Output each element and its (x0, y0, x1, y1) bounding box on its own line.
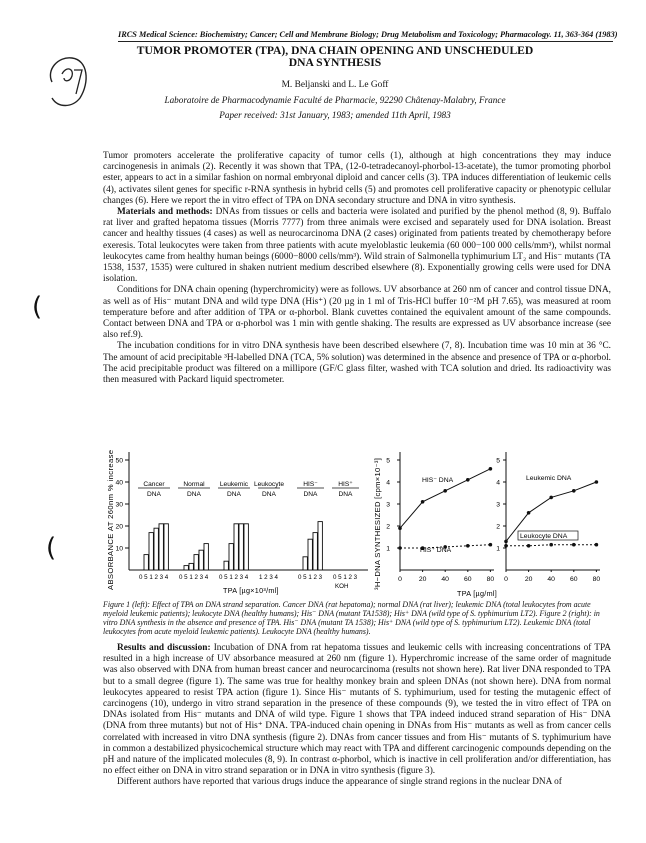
figure-1-bar (204, 544, 208, 570)
figure-2-y-tick-label: 5 (386, 457, 390, 465)
figure-1-chart (103, 440, 378, 600)
figure-1-y-tick-label: 30 (115, 501, 123, 509)
figure-2-data-point (595, 480, 599, 484)
figure-1-x-tick-labels: 0 5 1 2 3 (333, 574, 358, 581)
header-rule (118, 41, 613, 42)
figure-2-y-tick-label: 5 (496, 457, 500, 465)
methods-heading: Materials and methods: (117, 207, 213, 218)
figure-1-bar (194, 555, 198, 570)
title-line-1: TUMOR PROMOTER (TPA), DNA CHAIN OPENING AND UNSCHEDULED (136, 44, 534, 57)
paragraph-conditions: Conditions for DNA chain opening (hyperchromicity) were as follows. UV absorbance at 260 nm of cancer and control tissue DNA, as well as of His⁻ mutant DNA and wild type DNA (His⁺) (20 µg in 1 ml of Tris-HCl buffer 10⁻²M pH 7.65), was measured at room temperature before and after addition of TPA or α-phorbol. Blank cuvettes contained the equivalent amount of the same compounds. Contact between DNA and TPA or α-phorbol was 1 min with gentle shaking. The results are expressed as UV absorbance increase (see also ref.9). (103, 285, 611, 341)
figure-2-series-label: HIS⁺ DNA (420, 547, 452, 554)
figure-1-group-label: Leukocyte (253, 481, 285, 488)
figure-2-data-point (421, 500, 425, 504)
figure-2-y-tick-label: 2 (386, 523, 390, 531)
figure-2-y-tick-label: 1 (496, 545, 500, 553)
figure-2-data-point (572, 489, 576, 493)
figure-2-data-point (398, 546, 402, 550)
figure-1-bar (199, 550, 203, 570)
article-title (95, 45, 575, 69)
figure-1-bar (154, 528, 158, 570)
figure-1-group-sublabel: DNA (338, 491, 353, 498)
title-line-2: DNA SYNTHESIS (288, 56, 382, 69)
paragraph-intro: Tumor promoters accelerate the proliferative capacity of tumor cells (1), although at high concentrations they may induce carcinogenesis in animals (2). Recently it was shown that TPA, (12-0-tetradecanoyl-phorbol-13-acetate), the tumor promoting phorbol ester, appears to act in a similar fashion on normal embryonal diploid and cancer cells (3). TPA induces differentiation of leukemic cells (4), activates silent genes for specific r-RNA synthesis in hybrid cells (5) and promotes cell proliferative capacity or phenotypic cellular changes (6). Here we report the in vitro effect of TPA on DNA secondary structure and DNA in vitro synthesis. (103, 151, 611, 206)
figure-1-bar (239, 524, 243, 570)
received-date: Paper received: 31st January, 1983; amended 11th April, 1983 (219, 110, 451, 120)
figure-1-group-label: Normal (183, 481, 205, 488)
figure-2-data-point (489, 467, 493, 471)
figure-2-data-point (504, 540, 508, 544)
figure-1-y-tick-label: 10 (115, 545, 123, 553)
figure-1-group-sublabel: DNA (303, 491, 318, 498)
figure-2-chart (372, 440, 622, 600)
figure-1-y-axis-label: ABSORBANCE AT 260nm % increase (106, 449, 115, 590)
paragraph-final: Different authors have reported that various drugs induce the appearance of single strand regions in the nuclear DNA of (117, 777, 562, 788)
authors: M. Beljanski and L. Le Goff (281, 80, 389, 90)
figure-2-x-tick-label: 80 (486, 576, 495, 583)
figure-2-data-point (549, 543, 553, 547)
figure-1-x-tick-labels: 0 5 1 2 3 4 (219, 574, 249, 581)
figure-1-group-sublabel: DNA (227, 491, 241, 498)
figure-2-data-point (549, 496, 553, 500)
figure-1-bar (318, 522, 322, 570)
figure-2-series-label: Leukemic DNA (526, 475, 572, 482)
figure-2-x-tick-label: 40 (441, 576, 449, 583)
figure-1-group-sublabel: DNA (187, 491, 201, 498)
journal-header: IRCS Medical Science: Biochemistry; Cancer; Cell and Membrane Biology; Drug Metabolism and Toxicology; Pharmacology. 11, 363-364 (1983) (118, 30, 618, 39)
figure-1-x-tick-labels: 0 5 1 2 3 4 (179, 574, 209, 581)
figure-2-x-tick-label: 60 (570, 576, 578, 583)
figure-2-series-label: HIS⁻ DNA (422, 477, 454, 484)
figure-2-x-axis-label: TPA [µg/ml] (457, 589, 498, 598)
figure-1-bar (189, 563, 193, 570)
figure-1-x-tick-labels: 0 5 1 2 3 4 (139, 574, 169, 581)
body-top (103, 151, 611, 386)
figure-1-group-label: HIS⁺ (338, 481, 353, 488)
figure-caption: Figure 1 (left): Effect of TPA on DNA strand separation. Cancer DNA (rat hepatoma); normal DNA (rat liver); leukemic DNA (total leukocytes from acute myeloid leukemic patients); leukocyte DNA (healthy humans); His⁻ DNA (mutant TA1538); His⁺ DNA (wild type of S. typhimurium LT2). Figure 2 (right): in vitro DNA synthesis in the absence and presence of TPA. His⁻ DNA (mutant TA 1538); His⁺ DNA (wild type of S. typhimurium LT2). Leukemic DNA (total leukocytes from acute myeloid leukemic patients). Leukocyte DNA (healthy humans). (103, 600, 600, 636)
figure-1-x-tick-labels: 0 5 1 2 3 (298, 574, 323, 581)
figure-1-bar (144, 555, 148, 570)
figure-2-data-point (595, 543, 599, 547)
figure-2-data-point (398, 526, 402, 530)
figure-2-data-point (527, 544, 531, 548)
figure-2-data-point (443, 489, 447, 493)
figure-1-group-label: Cancer (143, 481, 165, 488)
figure-1-x-tick-labels: 1 2 3 4 (259, 574, 278, 581)
figure-2-x-tick-label: 60 (464, 576, 472, 583)
margin-bracket-mark: ( (32, 292, 43, 322)
figure-2-y-tick-label: 3 (386, 501, 390, 509)
handwritten-mark (44, 52, 94, 112)
figure-1-bar (184, 566, 188, 570)
paragraph-methods-text: DNAs from tissues or cells and bacteria were isolated and purified by the phenol method (8, 9). Buffalo rat liver and grafted hepatoma tissues (Morris 7777) from three animals were excised and separately used for DNA isolation. Breast cancer and healthy tissues (4 cases) as well as neurocarcinoma DNA (2 cases) originated from patients treated by chemotherapy before exeresis. Total leukocytes were taken from three patients with acute myeloblastic leukemia (60 000−100 000 cells/mm³), whilst normal leukocytes came from healthy human beings (6000−8000 cells/mm³). Wild strain of Salmonella typhimurium LT₂ and His⁻ mutants (TA 1538, 1537, 1535) were cultured in shaken nutrient medium described elsewhere (8). Exponentially growing cells were used for DNA isolation. (103, 207, 612, 285)
figure-2-data-point (527, 511, 531, 515)
paragraph-results-text: Incubation of DNA from rat hepatoma tissues and leukemic cells with increasing concentrations of TPA resulted in a high increase of UV absorbance measured at 260 nm (figure 1). Hyperchromic increase of the same order of magnitude was also observed with DNA from human breast cancer and neurocarcinoma (results not shown here). Rat liver DNA responded to TPA but to a small degree (figure 1). The same was true for healthy monkey brain and spleen DNAs (not shown here). DNA from normal leukocytes appeared to resist TPA action (figure 1). Since His⁻ mutants of S. typhimurium, used for testing the mutagenic effect of carcinogens (10), undergo in vitro strand separation in the presence of these compounds (9), we tested the in vitro effect of TPA on DNAs isolated from His⁻ mutants and DNA of wild type. Figure 1 shows that TPA indeed induced strand separation of His⁻ DNA (DNA from three mutants) but not of His⁺ DNA. TPA-induced chain opening in DNAs from His⁻ mutants as well as from cancer cells correlated with increased in vitro DNA synthesis (figure 2). DNAs from cancer tissues and from His⁻ mutants of S. typhimurium have in common a destabilized physicochemical structure which may react with TPA and different carcinogenic compounds depending on the pH and nature of the implicated molecules (8, 9). In contrast α-phorbol, which is inactive in cell proliferation and/or differentiation, has no effect either on DNA in vitro strand separation or in DNA in vitro synthesis (figure 3). (103, 643, 612, 777)
figure-2-series-label: Leukocyte DNA (520, 533, 568, 540)
figure-2-x-tick-label: 40 (547, 576, 555, 583)
body-bottom (103, 643, 611, 789)
results-heading: Results and discussion: (117, 643, 211, 653)
paragraph-methods (103, 207, 611, 285)
figure-2-y-axis-label: ³H−DNA SYNTHESIZED [cpm×10⁻³] (373, 457, 382, 590)
figure-2-y-tick-label: 4 (496, 479, 500, 487)
figure-1-group-sublabel: DNA (147, 491, 161, 498)
margin-bracket-mark: ( (46, 533, 57, 563)
figure-1-bar (234, 524, 238, 570)
figure-1-bar (224, 561, 228, 570)
figure-2-y-tick-label: 2 (496, 523, 500, 531)
figure-1-x-axis-label: TPA [µg×10³/ml] (223, 586, 279, 595)
figure-2-data-point (466, 544, 470, 548)
figure-1-y-tick-label: 20 (115, 523, 123, 531)
figure-1-bar (303, 557, 307, 570)
figure-1-bar (313, 533, 317, 570)
figure-2-x-tick-label: 20 (524, 576, 533, 583)
figure-2-x-tick-label: 0 (398, 576, 402, 583)
paragraph-incubation: The incubation conditions for in vitro DNA synthesis have been described elsewhere (7, 8). Incubation time was 10 min at 36 °C. The amount of acid precipitable ³H-labelled DNA (TCA, 5% solution) was determined in the absence and presence of TPA or α-phorbol. The acid precipitable product was filtered on a millipore (GF/C glass filter, washed with TCA solution and dried. Its radioactivity was then measured with Packard liquid spectrometer. (103, 341, 612, 386)
figure-2-data-point (504, 544, 508, 548)
figure-2-x-tick-label: 20 (418, 576, 427, 583)
figure-1-bar (244, 524, 248, 570)
figure-2-y-tick-label: 4 (386, 479, 390, 487)
figure-1-bar (164, 524, 168, 570)
figure-2-x-tick-label: 0 (504, 576, 508, 583)
figure-1-bar (229, 544, 233, 570)
figure-1-group-sublabel: DNA (262, 491, 276, 498)
figure-2-y-tick-label: 3 (496, 501, 500, 509)
figure-1-group-label: Leukemic (219, 481, 249, 488)
figure-1-y-tick-label: 40 (115, 479, 123, 487)
figure-1-y-tick-label: 50 (115, 457, 123, 465)
figure-2-data-point (572, 543, 576, 547)
paragraph-results (103, 643, 611, 777)
figure-1-bar (149, 533, 153, 570)
figure-2-x-tick-label: 80 (592, 576, 601, 583)
figure-2-data-point (466, 478, 470, 482)
figure-1-koh-label: KOH (335, 583, 349, 590)
figure-2-data-point (489, 543, 493, 547)
figure-1-bar (308, 539, 312, 570)
figure-1-bar (159, 524, 163, 570)
figure-2-y-tick-label: 1 (386, 545, 390, 553)
figure-1-group-label: HIS⁻ (303, 481, 318, 488)
affiliation: Laboratoire de Pharmacodynamie Faculté de Pharmacie, 92290 Châtenay-Malabry, France (164, 95, 506, 105)
